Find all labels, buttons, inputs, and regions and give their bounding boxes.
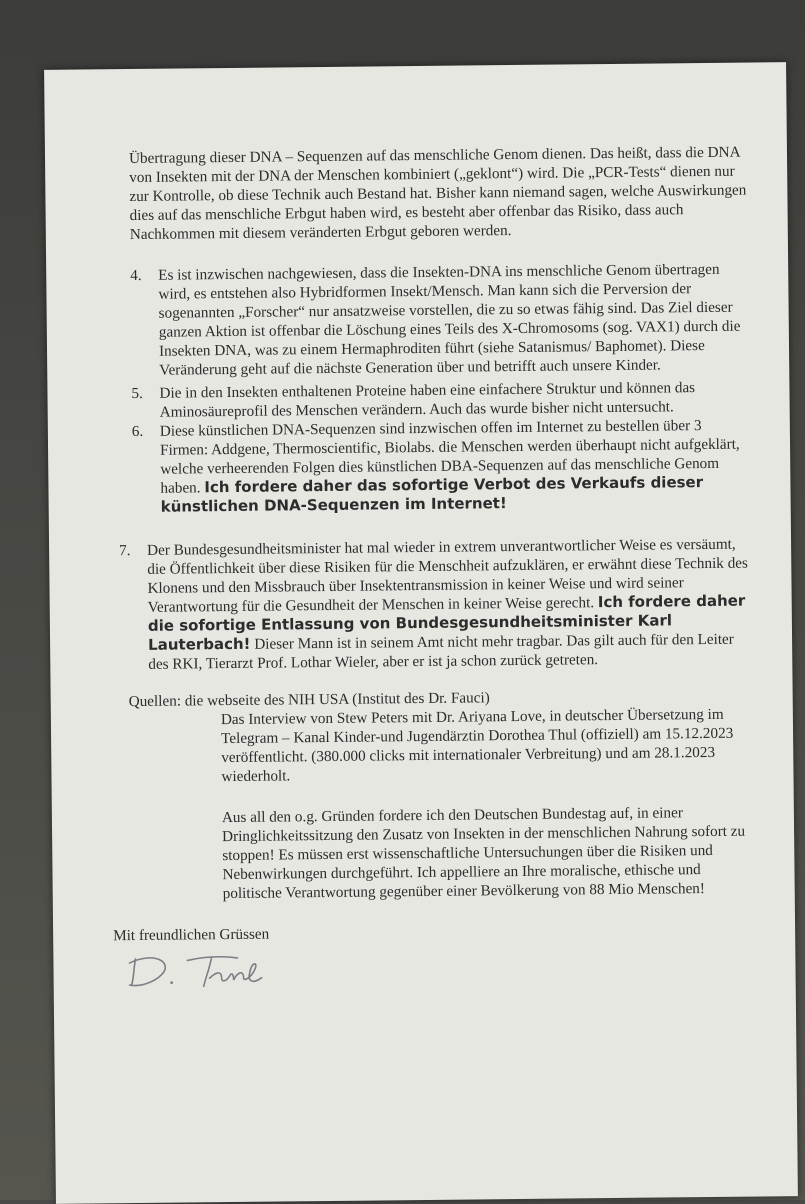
- item-number: 6.: [131, 422, 144, 441]
- intro-paragraph: Übertragung dieser DNA – Sequenzen auf das menschliche Genom dienen. Das heißt, dass die DNA von Insekten mit der DNA der Menschen kombiniert („geklont“) wird. Die „PCR-Tests“ dienen nur zur Kontrolle, ob diese Technik auch Bestand hat. Bisher kann niemand sagen, welche Auswirkungen dies auf das menschliche Erbgut haben wird, es besteht aber offenbar das Risiko, dass auch Nachkommen mit diesem veränderten Erbgut geboren werden.: [128, 143, 747, 244]
- sources-line-2: Das Interview von Stew Peters mit Dr. Ariyana Love, in deutscher Übersetzung im Telegram – Kanal Kinder-und Jugendärztin Dorothea Thul (offiziell) am 15.12.2023 veröffentlicht. (380.000 clicks mit internationaler Verbreitung) und am 28.1.2023 wiederholt.: [220, 705, 734, 786]
- item-text: Diese künstlichen DNA-Sequenzen sind inzwischen offen im Internet zu bestellen über 3 Firmen: Addgene, Thermoscientific, Biolabs. die Menschen werden überhaupt nicht aufgeklärt, welche verheerenden Folgen dies künstlichen DBA-Sequenzen auf das menschliche Genom haben.: [159, 417, 740, 497]
- appeal-paragraph: Aus all den o.g. Gründen fordere ich den Deutschen Bundestag auf, in einer Dringlichkeitssitzung den Zusatz von Insekten in der menschlichen Nahrung sofort zu stoppen! Es müssen erst wissenschaftliche Untersuchungen über die Risiken und Nebenwirkungen durchgeführt. Ich appelliere an Ihre moralische, ethische und politische Verantwortung gegenüber einer Bevölkerung von 88 Mio Menschen!: [221, 804, 746, 903]
- item-number: 5.: [131, 384, 143, 403]
- numbered-list: [119, 260, 754, 674]
- item-text: Die in den Insekten enthaltenen Proteine haben eine einfachere Struktur und können das Aminosäureprofil des Menschen verändern. Auch das wurde bisher nicht untersucht.: [159, 379, 696, 421]
- closing-greeting: Mit freundlichen Grüssen: [113, 925, 270, 945]
- item-text: Es ist inzwischen nachgewiesen, dass die Insekten-DNA ins menschliche Genom übertragen wird, es entstehen also Hybridformen Insekt/Mensch. Man kann sich die Perversion der sogenannten „Forscher“ nur ansatzweise vorstellen, die zu so etwas fähig sind. Das Ziel dieser ganzen Aktion ist offenbar die Löschung eines Teils des X-Chromosoms (sog. VAX1) durch die Insekten DNA, was zu einem Hermaphroditen führt (siehe Satanismus/ Baphomet). Diese Veränderung geht auf die nächste Generation über und betrifft auch unsere Kinder.: [158, 260, 741, 379]
- item-text: Der Bundesgesundheitsminister hat mal wieder in extrem unverantwortlicher Weise es versäumt, die Öffentlichkeit über diese Risiken für die Menschheit aufzuklären, er erwähnt diese Technik des Klonens und den Missbrauch über Insektentransmission in keiner Weise und wird seiner Verantwortung für die Gesundheit der Menschen in keiner Weise gerecht.: [147, 535, 748, 616]
- item-number: 7.: [119, 542, 131, 560]
- handwritten-signature: [125, 947, 295, 991]
- letter-page: [44, 62, 798, 1204]
- letter-content: [113, 143, 758, 996]
- list-item-4: [130, 260, 751, 380]
- list-item-5: [131, 378, 751, 422]
- sources-block: [129, 686, 756, 788]
- demand-dismissal-text: Ich fordere daher die sofortige Entlassung von Bundesgesundheitsminister Karl Lauterbach!: [147, 591, 746, 654]
- sources-line-1: Quellen: die webseite des NIH USA (Institut des Dr. Fauci): [128, 689, 490, 711]
- item-text-after: Dieser Mann ist in seinem Amt nicht mehr tragbar. Das gilt auch für den Leiter des RKI, Tierarzt Prof. Lothar Wieler, aber er ist ja schon zurück getreten.: [148, 630, 734, 673]
- demand-ban-text: Ich fordere daher das sofortige Verbot des Verkaufs dieser künstlichen DNA-Sequenzen im Internet!: [160, 473, 704, 516]
- item-number: 4.: [130, 266, 142, 285]
- list-item-7: [119, 535, 754, 675]
- list-item-6: [132, 416, 753, 517]
